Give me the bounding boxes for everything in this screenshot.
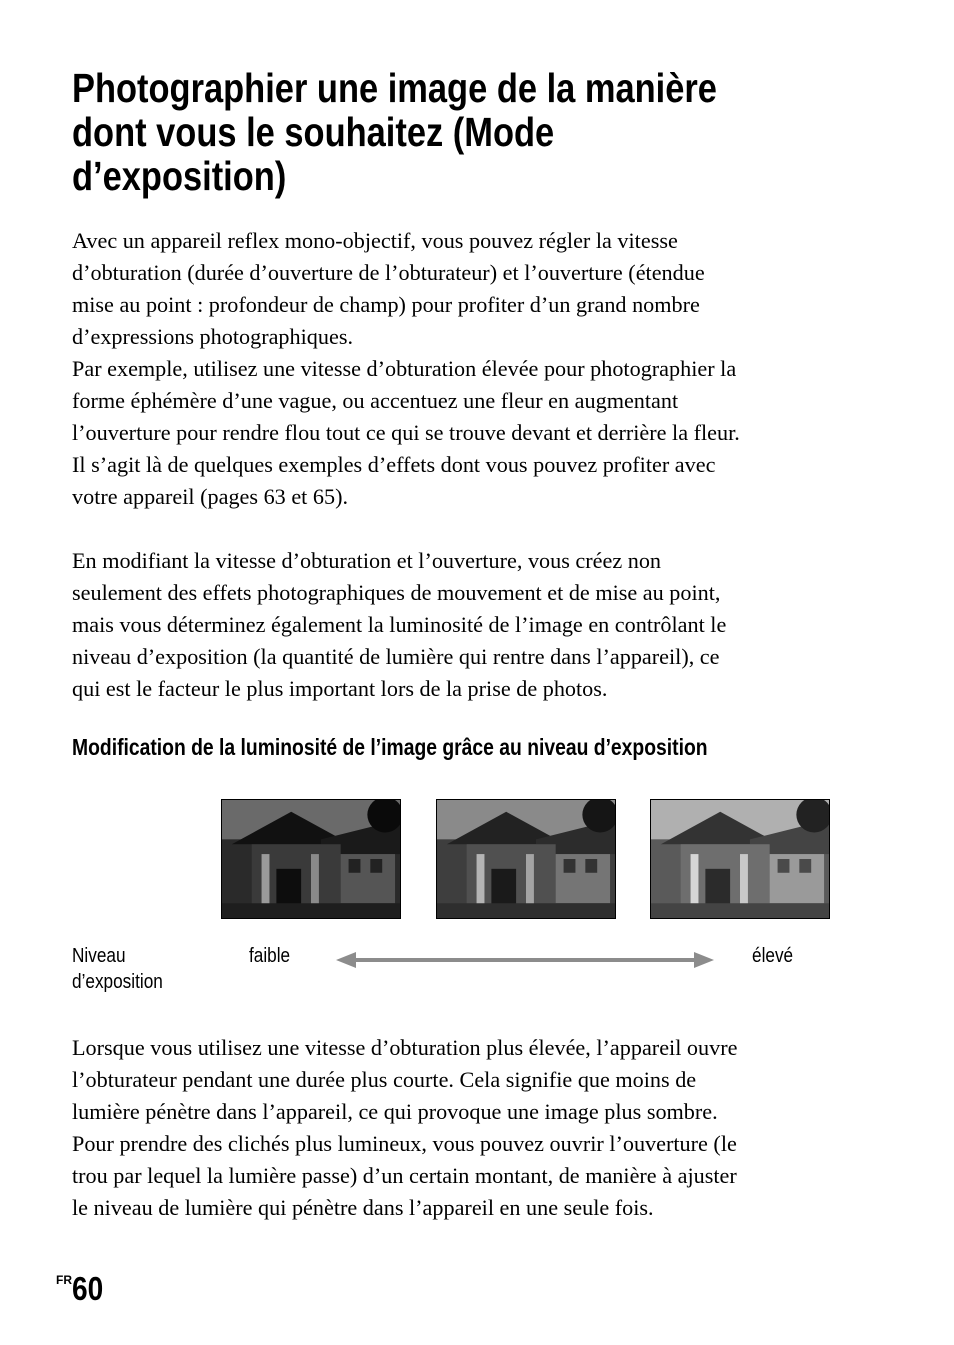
shutter-speed-paragraph	[72, 1032, 862, 1224]
page-number	[56, 1270, 109, 1308]
example-photo-dark	[221, 799, 401, 919]
example-photo-medium	[436, 799, 616, 919]
text-line: l’ouverture pour rendre flou tout ce qui se trouve devant et derrière la fleur.	[72, 420, 740, 445]
text-line: votre appareil (pages 63 et 65).	[72, 484, 349, 509]
text-line: qui est le facteur le plus important lors de la prise de photos.	[72, 676, 608, 701]
exposure-level-caption	[72, 943, 163, 995]
text-line: mise au point : profondeur de champ) pour profiter d’un grand nombre	[72, 292, 700, 317]
text-line: Pour prendre des clichés plus lumineux, vous pouvez ouvrir l’ouverture (le	[72, 1131, 737, 1156]
text-line: forme éphémère d’une vague, ou accentuez une fleur en augmentant	[72, 388, 679, 413]
text-line: niveau d’exposition (la quantité de lumière qui rentre dans l’appareil), ce	[72, 644, 720, 669]
section-subheading: Modification de la luminosité de l’image grâce au niveau d’exposition	[72, 734, 708, 760]
text-line: d’obturation (durée d’ouverture de l’obturateur) et l’ouverture (étendue	[72, 260, 705, 285]
page-title	[72, 66, 761, 198]
text-line: seulement des effets photographiques de mouvement et de mise au point,	[72, 580, 721, 605]
language-code: FR	[56, 1273, 72, 1287]
title-line: Photographier une image de la manière	[72, 65, 717, 111]
intro-paragraph	[72, 225, 862, 513]
title-line: d’exposition)	[72, 153, 287, 199]
text-line: Avec un appareil reflex mono-objectif, vous pouvez régler la vitesse	[72, 228, 678, 253]
text-line: Par exemple, utilisez une vitesse d’obturation élevée pour photographier la	[72, 356, 737, 381]
exposure-paragraph	[72, 545, 862, 705]
caption-line: Niveau	[72, 945, 126, 967]
page-number-value: 60	[72, 1270, 104, 1307]
exposure-high-label: élevé	[752, 945, 794, 967]
text-line: l’obturateur pendant une durée plus courte. Cela signifie que moins de	[72, 1067, 697, 1092]
text-line: le niveau de lumière qui pénètre dans l’appareil en une seule fois.	[72, 1195, 654, 1220]
text-line: Lorsque vous utilisez une vitesse d’obturation plus élevée, l’appareil ouvre	[72, 1035, 738, 1060]
caption-line: d’exposition	[72, 971, 163, 993]
double-arrow-icon	[336, 948, 714, 972]
text-line: En modifiant la vitesse d’obturation et l’ouverture, vous créez non	[72, 548, 662, 573]
text-line: d’expressions photographiques.	[72, 324, 353, 349]
text-line: mais vous déterminez également la luminosité de l’image en contrôlant le	[72, 612, 727, 637]
text-line: Il s’agit là de quelques exemples d’effets dont vous pouvez profiter avec	[72, 452, 716, 477]
title-line: dont vous le souhaitez (Mode	[72, 109, 555, 155]
text-line: trou par lequel la lumière passe) d’un certain montant, de manière à ajuster	[72, 1163, 737, 1188]
example-photo-bright	[650, 799, 830, 919]
exposure-low-label: faible	[249, 945, 291, 967]
text-line: lumière pénètre dans l’appareil, ce qui provoque une image plus sombre.	[72, 1099, 718, 1124]
